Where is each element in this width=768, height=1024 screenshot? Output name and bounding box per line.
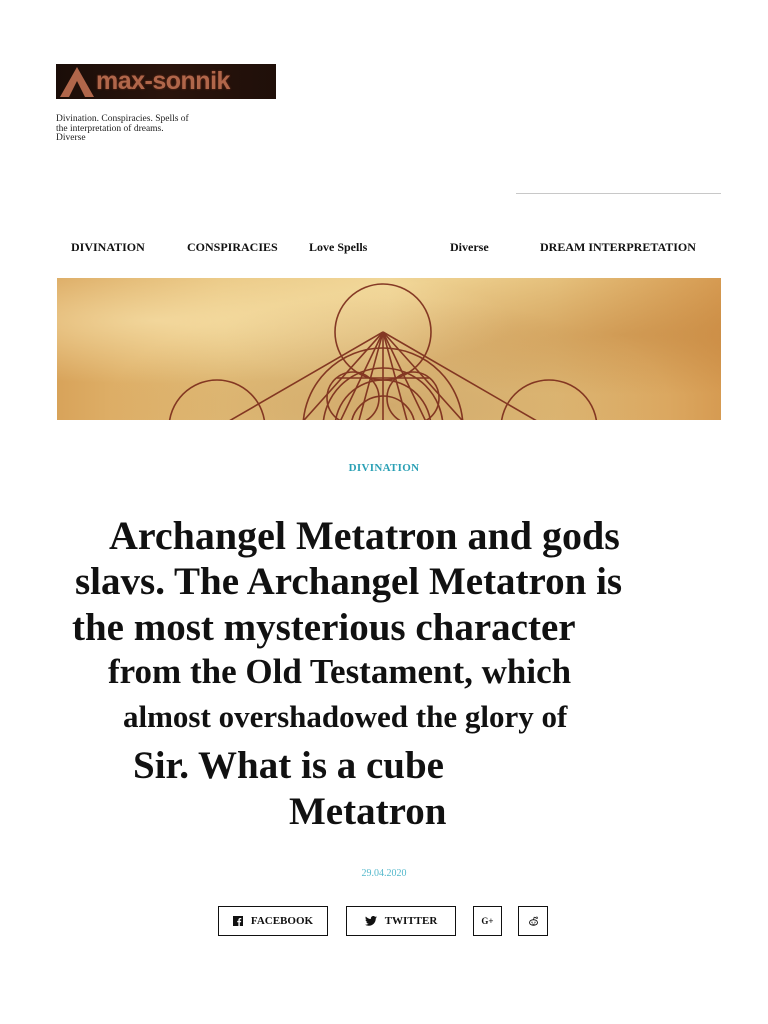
reddit-icon: [528, 916, 539, 926]
twitter-label: TWITTER: [384, 915, 438, 927]
site-logo[interactable]: [56, 64, 276, 99]
article-date: 29.04.2020: [361, 868, 407, 879]
article-title-line: from the Old Testament, which: [108, 652, 572, 691]
article-title-line: Metatron: [289, 790, 447, 833]
nav-item-diverse[interactable]: Diverse: [450, 240, 489, 254]
article-title-line: the most mysterious character: [72, 606, 576, 649]
article-title-line: Sir. What is a cube: [133, 744, 444, 787]
article-category[interactable]: DIVINATION: [348, 462, 420, 474]
main-nav: [0, 240, 768, 258]
metatron-cube-illustration: [57, 278, 721, 420]
nav-item-dream-interpretation[interactable]: DREAM INTERPRETATION: [540, 240, 696, 254]
facebook-icon: [233, 916, 243, 926]
hero-image[interactable]: [57, 278, 721, 420]
nav-item-love-spells[interactable]: Love Spells: [309, 240, 368, 254]
tagline-line: Diverse: [56, 133, 86, 143]
facebook-label: FACEBOOK: [250, 915, 314, 927]
reddit-share-button[interactable]: [518, 906, 548, 936]
tagline-line: the interpretation of dreams.: [56, 123, 164, 134]
search-input[interactable]: [516, 193, 721, 194]
nav-item-conspiracies[interactable]: CONSPIRACIES: [187, 240, 278, 254]
article-title-line: slavs. The Archangel Metatron is: [75, 560, 623, 603]
google-plus-icon: G+: [481, 916, 494, 926]
article-title-line: almost overshadowed the glory of: [123, 699, 568, 734]
tagline-line: Divination. Conspiracies. Spells of: [56, 114, 189, 124]
nav-item-divination[interactable]: DIVINATION: [71, 240, 145, 254]
twitter-share-button[interactable]: [346, 906, 456, 936]
logo-text: max-sonnik: [96, 67, 230, 95]
logo-triangle-icon: [56, 64, 98, 99]
twitter-icon: [365, 916, 377, 926]
facebook-share-button[interactable]: [218, 906, 328, 936]
article-title-line: Archangel Metatron and gods: [109, 513, 620, 558]
google-plus-share-button[interactable]: [473, 906, 502, 936]
site-tagline: [56, 115, 196, 144]
